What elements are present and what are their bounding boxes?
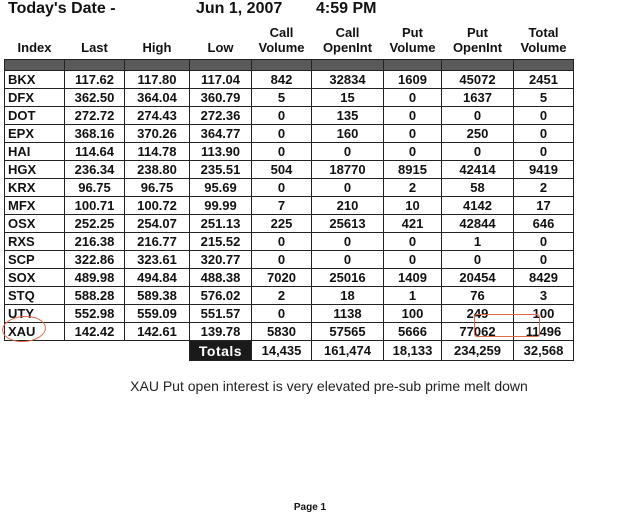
cell-call-openint: 32834 [312,71,384,89]
cell-index: SOX [5,269,65,287]
col-header-index: Index [17,40,52,55]
table-row [5,107,574,125]
cell-put-openint: 249 [442,305,514,323]
cell-call-volume: 5830 [252,323,312,341]
cell-call-volume: 0 [252,179,312,197]
cell-put-openint: 76 [442,287,514,305]
cell-last: 322.86 [65,251,125,269]
cell-put-volume: 100 [384,305,442,323]
cell-index: RXS [5,233,65,251]
col-header-call-openint: Call OpenInt [322,25,373,55]
cell-high: 238.80 [125,161,190,179]
cell-call-openint: 1138 [312,305,384,323]
cell-put-volume: 1409 [384,269,442,287]
total-call-volume: 14,435 [252,341,312,361]
cell-last: 489.98 [65,269,125,287]
cell-index: OSX [5,215,65,233]
cell-call-volume: 0 [252,233,312,251]
cell-index: BKX [5,71,65,89]
cell-total-volume: 2 [514,179,574,197]
cell-high: 114.78 [125,143,190,161]
cell-call-openint: 0 [312,179,384,197]
cell-low: 576.02 [190,287,252,305]
total-put-openint: 234,259 [442,341,514,361]
header-divider-band [5,60,574,71]
total-call-openint: 161,474 [312,341,384,361]
cell-call-openint: 0 [312,251,384,269]
cell-last: 588.28 [65,287,125,305]
cell-low: 272.36 [190,107,252,125]
cell-total-volume: 646 [514,215,574,233]
table-row [5,233,574,251]
cell-total-volume: 0 [514,233,574,251]
cell-high: 559.09 [125,305,190,323]
cell-put-volume: 0 [384,143,442,161]
cell-high: 117.80 [125,71,190,89]
table-row [5,179,574,197]
cell-high: 142.61 [125,323,190,341]
cell-call-openint: 18770 [312,161,384,179]
cell-high: 494.84 [125,269,190,287]
cell-put-volume: 10 [384,197,442,215]
cell-last: 142.42 [65,323,125,341]
cell-low: 113.90 [190,143,252,161]
cell-index: EPX [5,125,65,143]
cell-index: STQ [5,287,65,305]
cell-high: 274.43 [125,107,190,125]
cell-last: 236.34 [65,161,125,179]
cell-low: 364.77 [190,125,252,143]
cell-high: 254.07 [125,215,190,233]
cell-call-volume: 225 [252,215,312,233]
cell-put-openint: 42414 [442,161,514,179]
totals-row [5,341,574,361]
cell-index: DOT [5,107,65,125]
cell-call-volume: 0 [252,125,312,143]
cell-index: MFX [5,197,65,215]
table-row [5,323,574,341]
cell-total-volume: 11496 [514,323,574,341]
cell-put-openint: 1637 [442,89,514,107]
cell-index: DFX [5,89,65,107]
cell-put-openint: 0 [442,251,514,269]
cell-index: XAU [5,323,65,341]
col-header-high: High [142,40,172,55]
cell-put-openint: 250 [442,125,514,143]
cell-call-volume: 0 [252,251,312,269]
cell-total-volume: 17 [514,197,574,215]
header-row [5,19,574,60]
col-header-last: Last [81,40,108,55]
cell-put-openint: 0 [442,143,514,161]
cell-put-volume: 5666 [384,323,442,341]
cell-call-volume: 0 [252,107,312,125]
cell-last: 362.50 [65,89,125,107]
cell-call-openint: 57565 [312,323,384,341]
cell-call-volume: 2 [252,287,312,305]
cell-call-openint: 18 [312,287,384,305]
cell-last: 96.75 [65,179,125,197]
cell-index: HGX [5,161,65,179]
table-row [5,143,574,161]
page-number: Page 1 [293,502,327,513]
cell-high: 323.61 [125,251,190,269]
cell-call-openint: 160 [312,125,384,143]
total-put-volume: 18,133 [384,341,442,361]
cell-put-volume: 0 [384,251,442,269]
cell-put-openint: 42844 [442,215,514,233]
cell-call-volume: 842 [252,71,312,89]
cell-high: 100.72 [125,197,190,215]
cell-total-volume: 8429 [514,269,574,287]
cell-put-volume: 0 [384,89,442,107]
cell-put-volume: 421 [384,215,442,233]
cell-low: 360.79 [190,89,252,107]
cell-low: 320.77 [190,251,252,269]
table-row [5,89,574,107]
cell-put-openint: 77062 [442,323,514,341]
cell-put-openint: 0 [442,107,514,125]
total-volume: 32,568 [514,341,574,361]
cell-last: 216.38 [65,233,125,251]
cell-low: 488.38 [190,269,252,287]
cell-call-volume: 5 [252,89,312,107]
cell-call-openint: 25613 [312,215,384,233]
cell-low: 551.57 [190,305,252,323]
cell-last: 100.71 [65,197,125,215]
cell-high: 216.77 [125,233,190,251]
cell-last: 272.72 [65,107,125,125]
cell-put-volume: 0 [384,233,442,251]
table-row [5,71,574,89]
cell-put-volume: 0 [384,107,442,125]
cell-low: 95.69 [190,179,252,197]
cell-call-openint: 15 [312,89,384,107]
cell-total-volume: 0 [514,125,574,143]
cell-call-volume: 504 [252,161,312,179]
table-row [5,161,574,179]
date-label: Today's Date - [8,0,116,17]
cell-last: 117.62 [65,71,125,89]
cell-total-volume: 9419 [514,161,574,179]
cell-total-volume: 2451 [514,71,574,89]
index-options-table [4,19,574,361]
table-row [5,125,574,143]
cell-put-volume: 2 [384,179,442,197]
cell-put-openint: 45072 [442,71,514,89]
cell-put-openint: 20454 [442,269,514,287]
table-row [5,287,574,305]
cell-index: UTY [5,305,65,323]
table-row [5,215,574,233]
cell-high: 364.04 [125,89,190,107]
col-header-total-volume: Total Volume [520,25,567,55]
cell-low: 117.04 [190,71,252,89]
table-row [5,305,574,323]
cell-put-volume: 0 [384,125,442,143]
col-header-put-openint: Put OpenInt [452,25,503,55]
cell-total-volume: 5 [514,89,574,107]
cell-last: 368.16 [65,125,125,143]
cell-call-openint: 210 [312,197,384,215]
cell-low: 251.13 [190,215,252,233]
cell-call-openint: 0 [312,143,384,161]
cell-low: 235.51 [190,161,252,179]
cell-put-openint: 1 [442,233,514,251]
cell-high: 96.75 [125,179,190,197]
cell-put-volume: 8915 [384,161,442,179]
cell-call-volume: 0 [252,305,312,323]
cell-total-volume: 0 [514,107,574,125]
cell-call-openint: 135 [312,107,384,125]
cell-low: 139.78 [190,323,252,341]
col-header-call-volume: Call Volume [258,25,305,55]
cell-call-openint: 25016 [312,269,384,287]
cell-low: 99.99 [190,197,252,215]
cell-index: SCP [5,251,65,269]
cell-index: KRX [5,179,65,197]
table-row [5,269,574,287]
table-row [5,197,574,215]
cell-put-openint: 4142 [442,197,514,215]
cell-call-volume: 7020 [252,269,312,287]
cell-low: 215.52 [190,233,252,251]
cell-total-volume: 3 [514,287,574,305]
cell-call-openint: 0 [312,233,384,251]
totals-label: Totals [190,341,252,361]
cell-total-volume: 0 [514,143,574,161]
cell-high: 589.38 [125,287,190,305]
cell-call-volume: 0 [252,143,312,161]
cell-total-volume: 0 [514,251,574,269]
col-header-low: Low [207,40,234,55]
col-header-put-volume: Put Volume [389,25,436,55]
cell-last: 114.64 [65,143,125,161]
cell-put-openint: 58 [442,179,514,197]
report-date: Jun 1, 2007 [196,0,283,17]
cell-put-volume: 1609 [384,71,442,89]
table-row [5,251,574,269]
cell-high: 370.26 [125,125,190,143]
cell-index: HAI [5,143,65,161]
annotation-note: XAU Put open interest is very elevated pre-sub prime melt down [130,378,528,394]
cell-last: 252.25 [65,215,125,233]
report-time: 4:59 PM [316,0,377,17]
cell-total-volume: 100 [514,305,574,323]
cell-put-volume: 1 [384,287,442,305]
cell-last: 552.98 [65,305,125,323]
cell-call-volume: 7 [252,197,312,215]
